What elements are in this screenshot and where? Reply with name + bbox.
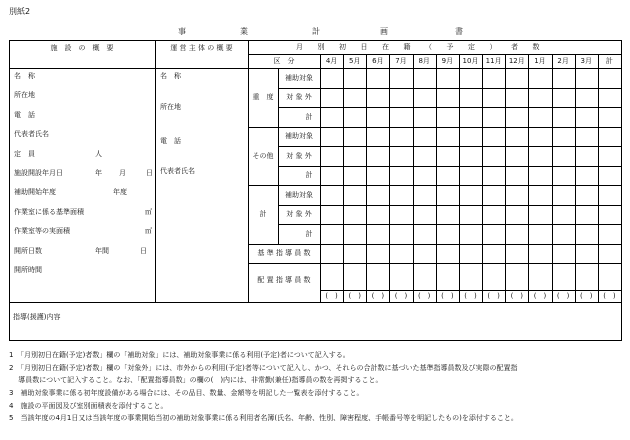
group-label: 重 度 <box>252 93 274 102</box>
sub-row-label: 対 象 外 <box>286 210 312 219</box>
facility-field-label: 作業室等の実面積 <box>14 227 70 236</box>
row-rule <box>278 88 621 89</box>
month-divider <box>343 54 344 302</box>
facility-field-suffix: ㎡ <box>145 207 152 216</box>
month-header-char: 定 <box>468 43 475 51</box>
facility-field-part: 年 <box>95 169 102 177</box>
paren-rule <box>320 290 621 291</box>
facility-field-label: 施設開設年月日 <box>14 169 63 177</box>
month-divider <box>366 54 367 302</box>
title-char: 計 <box>312 27 320 36</box>
month-col-6: 9月 <box>441 57 454 65</box>
month-header-char: 予 <box>446 43 454 51</box>
month-divider <box>436 54 437 302</box>
sub-row-label: 補助対象 <box>285 73 313 82</box>
facility-field-label: 補助開始年度 <box>14 188 56 197</box>
operator-field-label: 代表者氏名 <box>160 167 195 175</box>
month-header-char: 籍 <box>403 43 411 51</box>
month-divider <box>505 54 506 302</box>
sub-row-label: 対 象 外 <box>286 151 312 160</box>
note-line: 5 当該年度の4月1日又は当該年度の事業開始当初の補助対象事業に係る利用者名簿(氏名、年齢、性別、障害程度、手帳番号等を明記したもの)を添付すること。 <box>9 414 518 422</box>
kubun-label: 区 分 <box>273 57 295 65</box>
operator-field-label: 名 称 <box>160 72 181 80</box>
assigned-paren: ( ) <box>510 292 524 300</box>
assigned-paren: ( ) <box>487 292 500 300</box>
assigned-paren: ( ) <box>556 292 570 300</box>
facility-field-label: 定 員 <box>14 149 35 158</box>
month-col-10: 1月 <box>534 57 546 65</box>
row-rule <box>278 166 621 167</box>
facility-header: 施 設 の 概 要 <box>50 44 114 52</box>
row-rule <box>278 107 621 108</box>
sub-month-divider <box>320 54 321 302</box>
facility-field-label: 開所時間 <box>14 266 42 274</box>
title-char: 画 <box>380 27 388 36</box>
sub-row-label: 補助対象 <box>285 190 313 199</box>
assigned-paren: ( ) <box>603 292 616 300</box>
month-col-4: 7月 <box>395 57 407 65</box>
row-rule <box>278 146 621 147</box>
facility-field-part: 日 <box>146 169 153 177</box>
month-header-char: 月 <box>296 43 303 51</box>
month-divider <box>389 54 390 302</box>
month-col-1: 4月 <box>325 57 338 65</box>
month-divider <box>598 54 599 302</box>
note-line: 2 「月別初日在籍(予定)者数」欄の「対象外」には、市外からの利用(予定)者等について記入し、かつ、それらの合計数に基づいた基準指導員数及び実際の配置指 <box>9 364 518 372</box>
sub-row-label: 計 <box>305 112 313 121</box>
facility-field-label: 開所日数 <box>14 246 42 255</box>
facility-field-label: 作業室に係る基準面積 <box>14 207 84 216</box>
month-divider <box>482 54 483 302</box>
facility-field-label: 電 話 <box>14 110 35 119</box>
assigned-paren: ( ) <box>533 292 547 300</box>
month-header-char: ） <box>489 43 497 51</box>
form-frame <box>9 40 622 341</box>
row-rule <box>278 205 621 206</box>
note-line: 3 補助対象事業に係る初年度設備がある場合には、その品目、数量、金額等を明記した一覧表を添付すること。 <box>9 389 364 397</box>
form-number: 別紙2 <box>9 7 31 16</box>
group-label: 計 <box>259 210 267 219</box>
assigned-paren: ( ) <box>371 292 385 300</box>
guidance-label: 指導(援護)内容 <box>13 313 61 321</box>
assigned-staff-label: 配 置 指 導 員 数 <box>257 275 311 284</box>
group-rule <box>248 127 621 128</box>
month-divider <box>413 54 414 302</box>
note-line: 導員数について記入すること。なお、「配置指導員数」の欄の( )内には、非常勤(兼任)指導員の数を再掲すること。 <box>9 376 383 384</box>
group-label: その他 <box>252 151 274 160</box>
month-header-char: （ <box>425 43 432 51</box>
assigned-paren: ( ) <box>325 292 338 300</box>
facility-operator-divider <box>155 40 156 302</box>
group-rule <box>248 244 621 245</box>
basic-staff-rule <box>248 263 621 264</box>
facility-field-label: 代表者氏名 <box>14 130 49 139</box>
guidance-rule <box>9 302 621 303</box>
facility-field-part: 日 <box>140 246 147 255</box>
facility-field-suffix: 人 <box>95 149 102 158</box>
left-header-rule <box>9 68 248 69</box>
month-header-char: 在 <box>382 43 389 51</box>
month-col-2: 5月 <box>348 57 361 65</box>
sub-row-label: 計 <box>305 171 313 180</box>
month-header-char: 数 <box>532 43 540 51</box>
month-col-13: 計 <box>605 57 613 65</box>
month-divider <box>552 54 553 302</box>
month-divider <box>459 54 460 302</box>
assigned-paren: ( ) <box>348 292 361 300</box>
facility-field-part: 年間 <box>95 246 109 255</box>
assigned-paren: ( ) <box>464 292 477 300</box>
assigned-paren: ( ) <box>394 292 408 300</box>
row-rule <box>278 224 621 225</box>
month-header-char: 別 <box>317 43 325 51</box>
note-line: 4 施設の平面図及び室別面積表を添付すること。 <box>9 402 168 410</box>
facility-field-part: 月 <box>119 169 126 177</box>
month-col-9: 12月 <box>508 57 525 65</box>
title-char: 業 <box>240 27 248 36</box>
kubun-header-rule <box>248 68 621 69</box>
month-header-char: 日 <box>360 43 368 51</box>
month-divider <box>528 54 529 302</box>
sub-row-label: 対 象 外 <box>286 93 312 102</box>
facility-field-label: 名 称 <box>14 72 35 80</box>
assigned-paren: ( ) <box>417 292 431 300</box>
month-col-5: 8月 <box>418 57 430 65</box>
assigned-paren: ( ) <box>441 292 454 300</box>
group-rule <box>248 185 621 186</box>
month-header-char: 初 <box>339 43 346 51</box>
operator-header: 運 営 主 体 の 概 要 <box>170 44 233 52</box>
title-char: 事 <box>178 27 186 36</box>
month-divider <box>575 54 576 302</box>
operator-field-label: 所在地 <box>160 103 181 111</box>
basic-staff-label: 基 準 指 導 員 数 <box>257 248 311 257</box>
facility-field-suffix: ㎡ <box>145 227 152 236</box>
note-line: 1 「月別初日在籍(予定)者数」欄の「補助対象」には、補助対象事業に係る利用(予定)者について記入する。 <box>9 351 350 359</box>
facility-field-suffix: 年度 <box>113 188 127 197</box>
month-col-7: 10月 <box>462 57 479 65</box>
month-col-11: 2月 <box>557 57 569 65</box>
month-header-char: 者 <box>511 43 518 51</box>
operator-field-label: 電 話 <box>160 137 181 145</box>
assigned-paren: ( ) <box>580 292 593 300</box>
month-col-8: 11月 <box>485 57 502 65</box>
group-sub-divider <box>278 68 279 244</box>
sub-row-label: 計 <box>305 229 313 238</box>
month-col-12: 3月 <box>580 57 592 65</box>
title-char: 書 <box>455 27 463 36</box>
facility-field-label: 所在地 <box>14 91 35 100</box>
month-header-rule <box>248 54 621 55</box>
month-col-3: 6月 <box>372 57 384 65</box>
sub-row-label: 補助対象 <box>285 132 313 141</box>
